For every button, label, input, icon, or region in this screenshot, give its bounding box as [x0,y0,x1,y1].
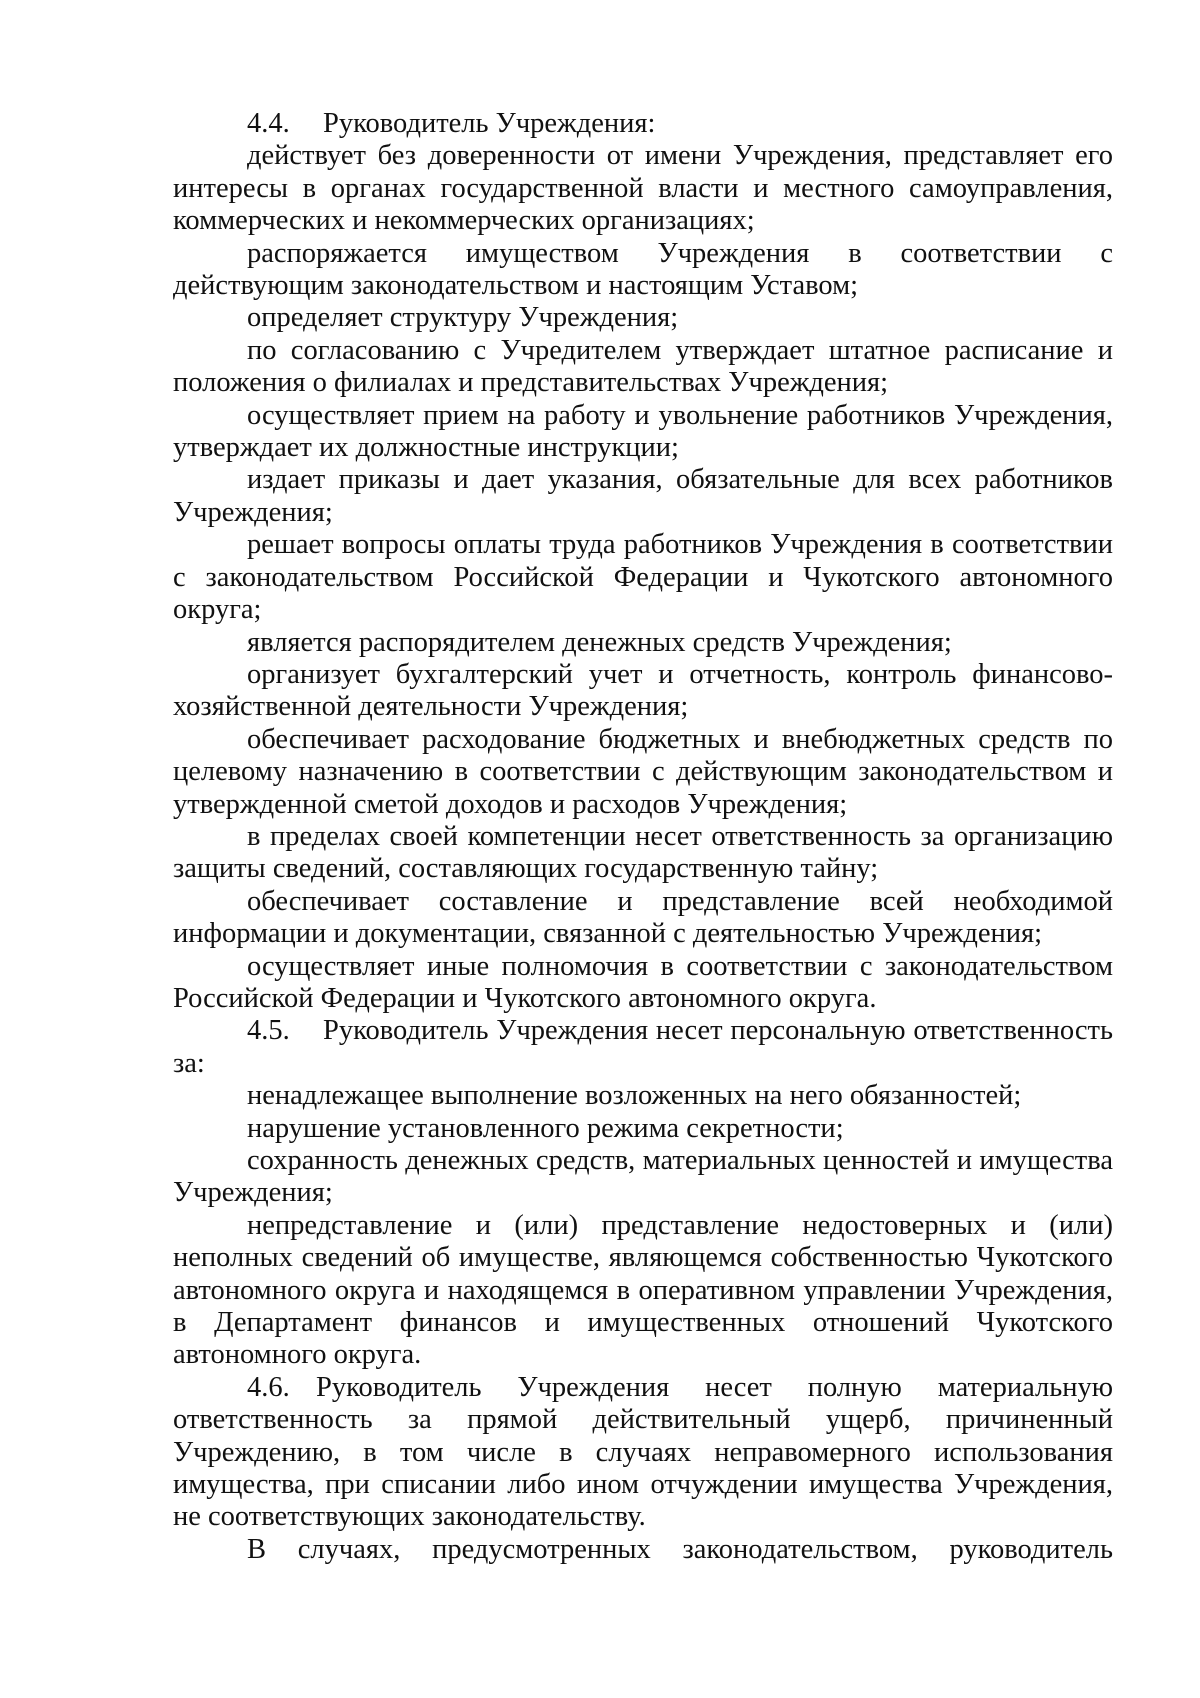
paragraph: осуществляет иные полномочия в соответствии с законодательством Российской Федерации и Чукотского автономного округа. [173,950,1113,1014]
paragraph: непредставление и (или) представление недостоверных и (или) неполных сведений об имуществе, являющемся собственностью Чукотского автономного округа и находящемся в оперативном управлении Учреждения, в Департамент финансов и имущественных отношений Чукотского автономного округа. [173,1209,1113,1371]
clause-4-4-heading [173,108,1113,140]
document-body [173,108,1113,1566]
paragraph-text: Руководитель Учреждения несет полную материальную ответственность за прямой действительный ущерб, причиненный Учреждению, в том числе в случаях неправомерного использования имущества, при списании либо ином отчуждении имущества Учреждения, не соответствующих законодательству. [173,1371,1113,1533]
paragraph: В случаях, предусмотренных законодательством, руководитель [247,1533,1113,1565]
paragraph: решает вопросы оплаты труда работников Учреждения в соответствии с законодательством Российской Федерации и Чукотского автономного округа; [173,529,1113,626]
paragraph: по согласованию с Учредителем утверждает штатное расписание и положения о филиалах и представительствах Учреждения; [173,334,1113,399]
paragraph: нарушение установленного режима секретности; [247,1112,844,1144]
clause-4-5 [173,1015,1113,1080]
paragraph: является распорядителем денежных средств Учреждения; [247,626,952,658]
paragraph: ненадлежащее выполнение возложенных на него обязанностей; [247,1080,1022,1112]
paragraph-text: Руководитель Учреждения: [323,108,656,139]
paragraph: обеспечивает составление и представление всей необходимой информации и документации, связанной с деятельностью Учреждения; [173,885,1113,950]
clause-number: 4.6. [247,1371,290,1403]
clause-4-6 [173,1372,1113,1534]
clause-number: 4.4. [247,108,290,139]
paragraph: в пределах своей компетенции несет ответственность за организацию защиты сведений, составляющих государственную тайну; [173,820,1113,885]
paragraph: определяет структуру Учреждения; [247,302,679,334]
paragraph: действует без доверенности от имени Учреждения, представляет его интересы в органах государственной власти и местного самоуправления, коммерческих и некоммерческих организациях; [173,140,1113,237]
paragraph: издает приказы и дает указания, обязательные для всех работников Учреждения; [173,464,1113,528]
paragraph-text: Руководитель Учреждения несет персональную ответственность за: [173,1015,1113,1079]
paragraph: осуществляет прием на работу и увольнение работников Учреждения, утверждает их должностные инструкции; [173,399,1113,464]
paragraph: распоряжается имуществом Учреждения в соответствии с действующим законодательством и настоящим Уставом; [173,237,1113,302]
paragraph: обеспечивает расходование бюджетных и внебюджетных средств по целевому назначению в соответствии с действующим законодательством и утвержденной сметой доходов и расходов Учреждения; [173,723,1113,820]
paragraph: сохранность денежных средств, материальных ценностей и имущества Учреждения; [173,1145,1113,1209]
clause-number: 4.5. [247,1015,290,1047]
paragraph: организует бухгалтерский учет и отчетность, контроль финансово-хозяйственной деятельности Учреждения; [173,658,1113,723]
